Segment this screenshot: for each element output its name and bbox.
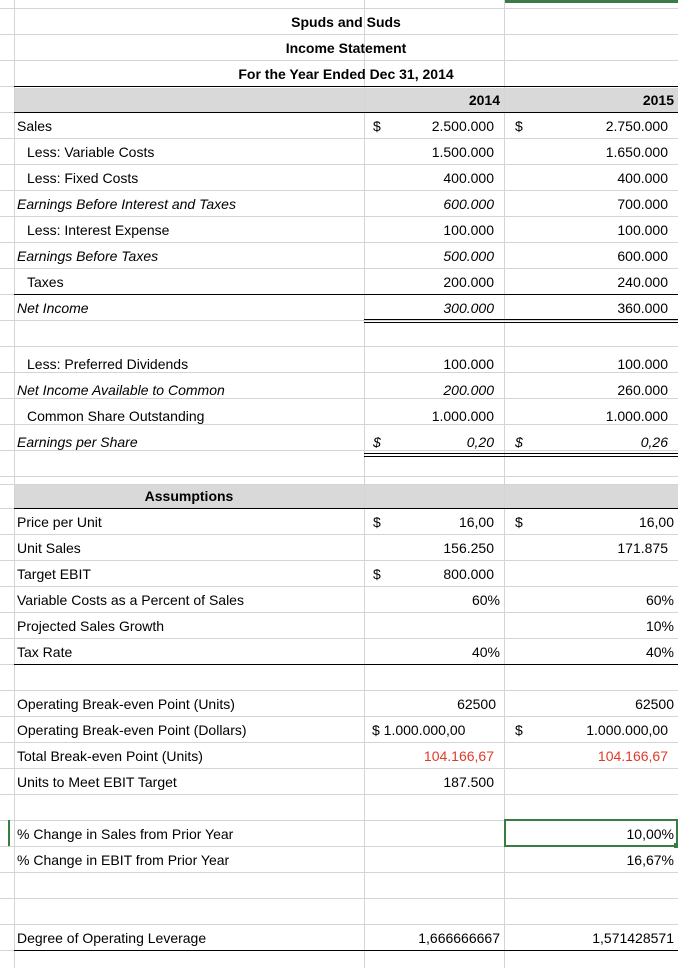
row-label-tax-rate[interactable]: Tax Rate bbox=[17, 644, 73, 660]
row-label-projected-sales-growth[interactable]: Projected Sales Growth bbox=[17, 618, 165, 634]
value-2014[interactable]: 16,00 bbox=[458, 514, 494, 530]
currency-sign: $ bbox=[515, 118, 523, 134]
currency-sign: $ bbox=[373, 566, 381, 582]
value-2014[interactable]: 187.500 bbox=[443, 774, 494, 790]
row-label-price-per-unit[interactable]: Price per Unit bbox=[17, 514, 102, 530]
fill-handle[interactable] bbox=[674, 843, 678, 848]
value-2014[interactable]: 62500 bbox=[457, 696, 496, 712]
row-label-variable-costs[interactable]: Less: Variable Costs bbox=[27, 144, 155, 160]
row-label-preferred-dividends[interactable]: Less: Preferred Dividends bbox=[27, 356, 189, 372]
statement-period: For the Year Ended Dec 31, 2014 bbox=[238, 66, 454, 82]
row-label-pct-change-sales[interactable]: % Change in Sales from Prior Year bbox=[17, 826, 234, 842]
value-2014[interactable]: 104.166,67 bbox=[423, 748, 494, 764]
value-2015[interactable]: 100.000 bbox=[617, 356, 668, 372]
value-2015[interactable]: 0,26 bbox=[640, 434, 668, 450]
currency-sign: $ bbox=[515, 722, 523, 738]
value-2015[interactable]: 60% bbox=[645, 592, 674, 608]
assumptions-title[interactable]: Assumptions bbox=[144, 488, 234, 504]
value-2014[interactable]: 300.000 bbox=[443, 300, 494, 316]
value-2015[interactable]: 400.000 bbox=[617, 170, 668, 186]
value-2015[interactable]: 360.000 bbox=[617, 300, 668, 316]
value-2015[interactable]: 260.000 bbox=[617, 382, 668, 398]
value-2014[interactable]: 0,20 bbox=[466, 434, 494, 450]
year-header-2014[interactable]: 2014 bbox=[468, 92, 500, 108]
value-2014[interactable]: 1.000.000 bbox=[431, 408, 494, 424]
row-label-dol[interactable]: Degree of Operating Leverage bbox=[17, 930, 207, 946]
value-2014[interactable]: 2.500.000 bbox=[431, 118, 494, 134]
value-2014[interactable]: 200.000 bbox=[443, 274, 494, 290]
value-2014[interactable]: 800.000 bbox=[443, 566, 494, 582]
value-2014[interactable]: 600.000 bbox=[443, 196, 494, 212]
currency-sign: $ bbox=[515, 514, 523, 530]
value-2014[interactable]: 400.000 bbox=[443, 170, 494, 186]
value-2015[interactable]: 16,00 bbox=[638, 514, 674, 530]
value-2015[interactable]: 10% bbox=[645, 618, 674, 634]
statement-title: Income Statement bbox=[285, 40, 407, 56]
value-2014[interactable]: $ 1.000.000,00 bbox=[372, 722, 466, 738]
value-2015[interactable]: 171.875 bbox=[617, 540, 668, 556]
currency-sign: $ bbox=[373, 514, 381, 530]
value-2014[interactable]: 200.000 bbox=[443, 382, 494, 398]
row-label-unit-sales[interactable]: Unit Sales bbox=[17, 540, 81, 556]
value-2014[interactable]: 100.000 bbox=[443, 356, 494, 372]
value-2014[interactable]: 1.500.000 bbox=[431, 144, 494, 160]
value-2015[interactable]: 700.000 bbox=[617, 196, 668, 212]
value-2015[interactable]: 2.750.000 bbox=[605, 118, 668, 134]
value-2015[interactable]: 1.650.000 bbox=[605, 144, 668, 160]
currency-sign: $ bbox=[515, 434, 523, 450]
value-2015[interactable]: 1.000.000 bbox=[605, 408, 668, 424]
row-label-op-breakeven-dollars[interactable]: Operating Break-even Point (Dollars) bbox=[17, 722, 247, 738]
row-selection-indicator bbox=[8, 820, 10, 846]
value-2015[interactable]: 1,571428571 bbox=[592, 930, 674, 946]
row-label-ebit[interactable]: Earnings Before Interest and Taxes bbox=[17, 196, 236, 212]
value-2014[interactable]: 60% bbox=[471, 592, 500, 608]
row-label-sales[interactable]: Sales bbox=[17, 118, 53, 134]
row-label-interest-expense[interactable]: Less: Interest Expense bbox=[27, 222, 170, 238]
value-2014[interactable]: 1,666666667 bbox=[418, 930, 500, 946]
row-label-taxes[interactable]: Taxes bbox=[27, 274, 64, 290]
value-2015[interactable]: 16,67% bbox=[626, 852, 674, 868]
value-2014[interactable]: 100.000 bbox=[443, 222, 494, 238]
row-label-net-income-common[interactable]: Net Income Available to Common bbox=[17, 382, 225, 398]
row-label-eps[interactable]: Earnings per Share bbox=[17, 434, 138, 450]
row-label-common-shares[interactable]: Common Share Outstanding bbox=[27, 408, 205, 424]
column-selection-indicator bbox=[505, 0, 678, 3]
company-name: Spuds and Suds bbox=[291, 14, 401, 30]
row-label-units-ebit-target[interactable]: Units to Meet EBIT Target bbox=[17, 774, 177, 790]
value-2015[interactable]: 1.000.000,00 bbox=[586, 722, 668, 738]
row-label-total-breakeven-units[interactable]: Total Break-even Point (Units) bbox=[17, 748, 203, 764]
row-label-net-income[interactable]: Net Income bbox=[17, 300, 89, 316]
value-2014[interactable]: 156.250 bbox=[443, 540, 494, 556]
row-label-op-breakeven-units[interactable]: Operating Break-even Point (Units) bbox=[17, 696, 235, 712]
row-label-target-ebit[interactable]: Target EBIT bbox=[17, 566, 91, 582]
value-2015[interactable]: 600.000 bbox=[617, 248, 668, 264]
row-label-variable-cost-percent[interactable]: Variable Costs as a Percent of Sales bbox=[17, 592, 244, 608]
value-2014[interactable]: 40% bbox=[471, 644, 500, 660]
currency-sign: $ bbox=[373, 434, 381, 450]
value-2015[interactable]: 62500 bbox=[635, 696, 674, 712]
value-2015[interactable]: 240.000 bbox=[617, 274, 668, 290]
year-header-2015[interactable]: 2015 bbox=[642, 92, 674, 108]
row-label-ebt[interactable]: Earnings Before Taxes bbox=[17, 248, 159, 264]
value-2015[interactable]: 104.166,67 bbox=[597, 748, 668, 764]
value-2015[interactable]: 100.000 bbox=[617, 222, 668, 238]
value-2015[interactable]: 10,00% bbox=[626, 826, 674, 842]
row-label-fixed-costs[interactable]: Less: Fixed Costs bbox=[27, 170, 139, 186]
currency-sign: $ bbox=[373, 118, 381, 134]
value-2015[interactable]: 40% bbox=[645, 644, 674, 660]
value-2014[interactable]: 500.000 bbox=[443, 248, 494, 264]
row-label-pct-change-ebit[interactable]: % Change in EBIT from Prior Year bbox=[17, 852, 230, 868]
